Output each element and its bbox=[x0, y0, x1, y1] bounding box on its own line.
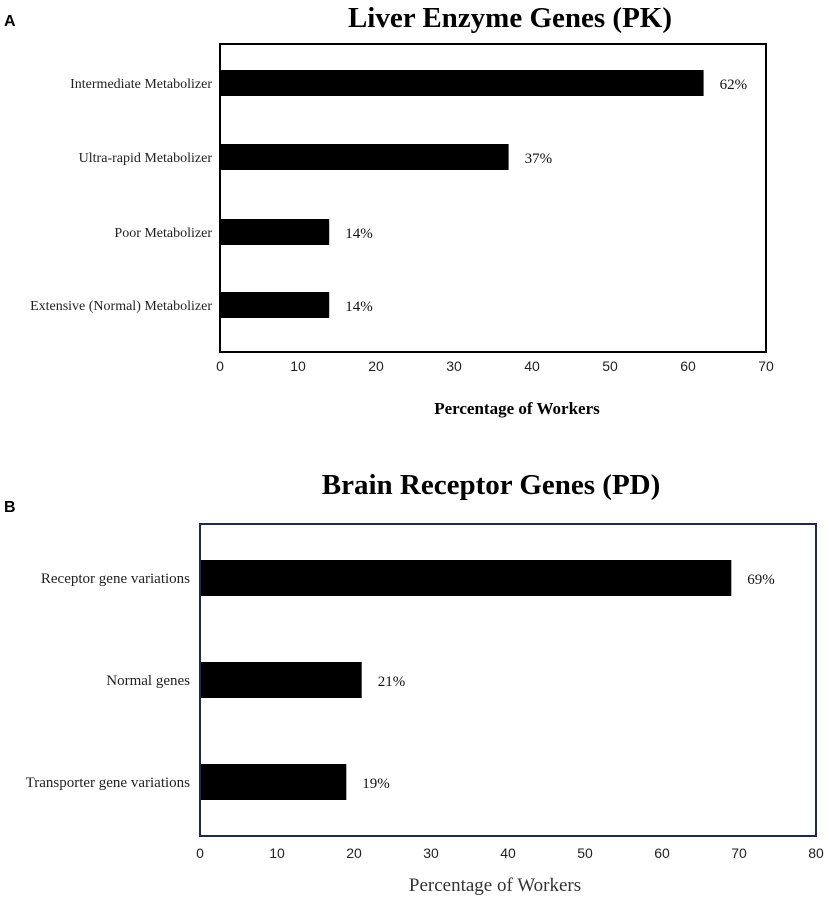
panel-a-category-labels bbox=[30, 77, 212, 314]
panel-b-data-labels bbox=[362, 572, 775, 792]
panel-a-x-ticks bbox=[216, 358, 774, 374]
x-tick-label-a-2: 20 bbox=[368, 358, 384, 374]
x-tick-label-a-3: 30 bbox=[446, 358, 462, 374]
bar-a-0 bbox=[221, 70, 704, 96]
panel-b-x-axis-label: Percentage of Workers bbox=[408, 875, 582, 896]
panel-a bbox=[4, 2, 774, 418]
data-label-b-2: 19% bbox=[362, 776, 390, 792]
bar-a-2 bbox=[221, 219, 329, 245]
category-label-b-0: Receptor gene variations bbox=[40, 571, 190, 587]
panel-b-bars bbox=[201, 560, 731, 800]
x-tick-label-b-0: 0 bbox=[196, 845, 204, 861]
x-tick-label-a-6: 60 bbox=[680, 358, 696, 374]
category-label-a-3: Extensive (Normal) Metabolizer bbox=[30, 299, 212, 314]
panel-a-data-labels bbox=[345, 77, 747, 315]
x-tick-label-a-5: 50 bbox=[602, 358, 618, 374]
x-tick-label-a-4: 40 bbox=[524, 358, 540, 374]
category-label-a-0: Intermediate Metabolizer bbox=[70, 77, 212, 92]
data-label-a-3: 14% bbox=[345, 299, 373, 315]
x-tick-label-b-6: 60 bbox=[654, 845, 670, 861]
category-label-a-1: Ultra-rapid Metabolizer bbox=[78, 151, 212, 166]
panel-b-category-labels bbox=[26, 571, 191, 791]
panel-b bbox=[4, 469, 824, 896]
data-label-a-2: 14% bbox=[345, 226, 373, 242]
bar-a-1 bbox=[221, 144, 509, 170]
panel-a-title: Liver Enzyme Genes (PK) bbox=[347, 2, 673, 34]
category-label-b-2: Transporter gene variations bbox=[25, 775, 190, 791]
x-tick-label-a-7: 70 bbox=[758, 358, 774, 374]
panel-b-x-ticks bbox=[196, 845, 824, 861]
x-tick-label-a-1: 10 bbox=[290, 358, 306, 374]
category-label-a-2: Poor Metabolizer bbox=[114, 226, 212, 241]
bar-b-0 bbox=[201, 560, 731, 596]
x-tick-label-a-0: 0 bbox=[216, 358, 224, 374]
x-tick-label-b-3: 30 bbox=[423, 845, 439, 861]
category-label-b-1: Normal genes bbox=[106, 673, 190, 689]
bar-b-2 bbox=[201, 764, 346, 800]
data-label-b-1: 21% bbox=[377, 674, 406, 690]
panel-b-title: Brain Receptor Genes (PD) bbox=[321, 469, 661, 501]
x-tick-label-b-2: 20 bbox=[346, 845, 362, 861]
x-tick-label-b-7: 70 bbox=[731, 845, 747, 861]
panel-a-bars bbox=[221, 70, 704, 318]
data-label-a-1: 37% bbox=[524, 151, 553, 167]
panel-b-letter: B bbox=[4, 499, 16, 516]
panel-a-letter: A bbox=[4, 13, 16, 30]
data-label-a-0: 62% bbox=[719, 77, 748, 93]
panel-a-x-axis-label: Percentage of Workers bbox=[434, 399, 600, 418]
x-tick-label-b-5: 50 bbox=[577, 845, 593, 861]
data-label-b-0: 69% bbox=[747, 572, 775, 588]
x-tick-label-b-8: 80 bbox=[808, 845, 824, 861]
bar-a-3 bbox=[221, 292, 329, 318]
x-tick-label-b-1: 10 bbox=[269, 845, 285, 861]
bar-b-1 bbox=[201, 662, 362, 698]
x-tick-label-b-4: 40 bbox=[500, 845, 516, 861]
